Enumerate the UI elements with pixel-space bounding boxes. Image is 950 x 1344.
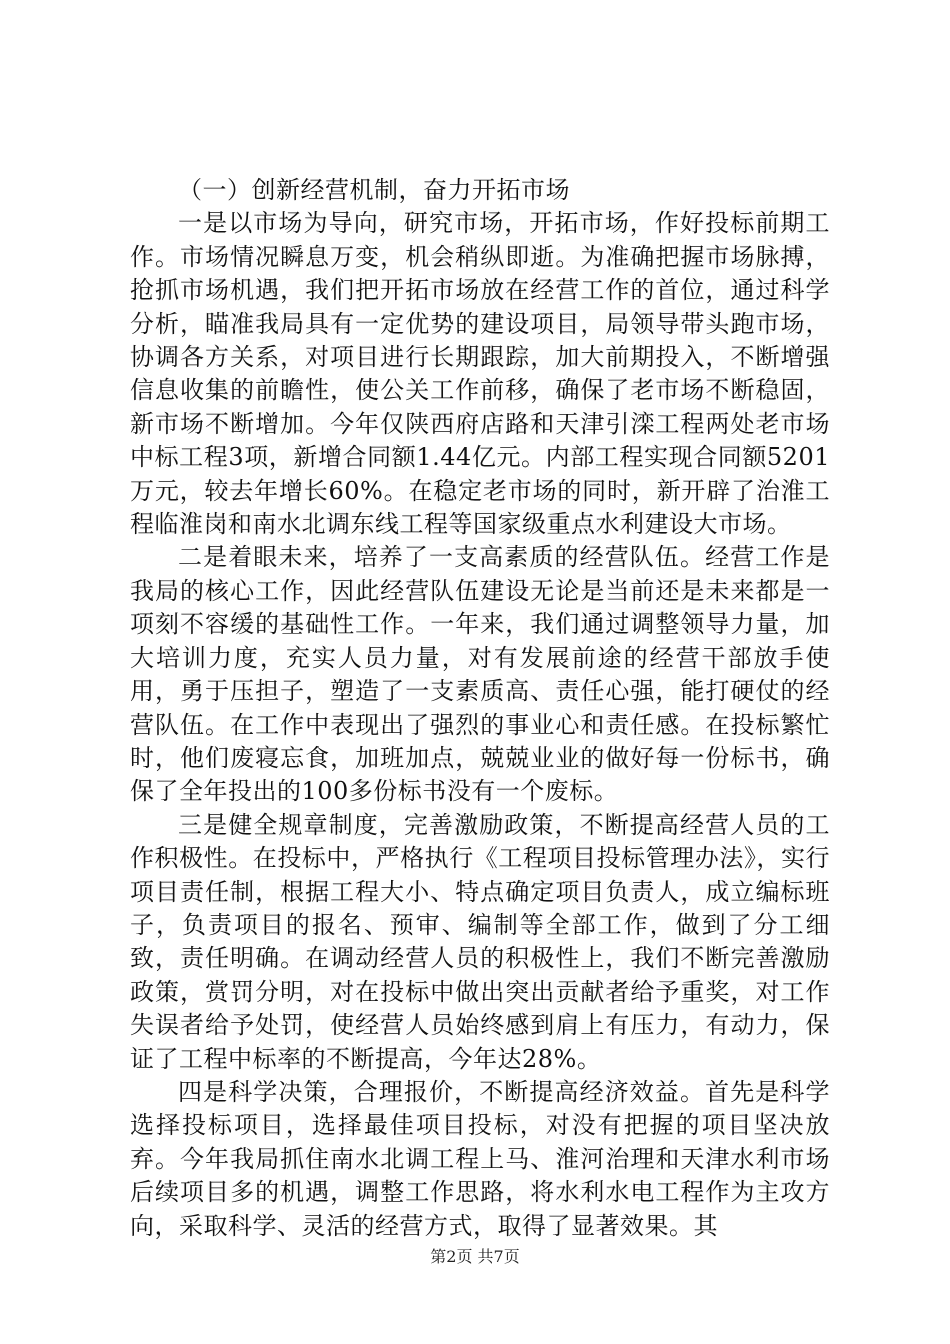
document-body — [130, 174, 830, 1243]
section-heading: （一）创新经营机制，奋力开拓市场 — [178, 176, 570, 204]
page-footer: 第2页 共7页 — [430, 1247, 520, 1266]
paragraph-1: 一是以市场为导向，研究市场，开拓市场，作好投标前期工作。市场情况瞬息万变，机会稍纵即逝。为准确把握市场脉搏，抢抓市场机遇，我们把开拓市场放在经营工作的首位，通过科学分析，瞄准我局具有一定优势的建设项目，局领导带头跑市场，协调各方关系，对项目进行长期跟踪，加大前期投入，不断增强信息收集的前瞻性，使公关工作前移，确保了老市场不断稳固，新市场不断增加。今年仅陕西府店路和天津引滦工程两处老市场中标工程3项，新增合同额1.44亿元。内部工程实现合同额5201万元，较去年增长60%。在稳定老市场的同时，新开辟了治淮工程临淮岗和南水北调东线工程等国家级重点水利建设大市场。 — [130, 209, 830, 539]
paragraph-4: 四是科学决策，合理报价，不断提高经济效益。首先是科学选择投标项目，选择最佳项目投标，对没有把握的项目坚决放弃。今年我局抓住南水北调工程上马、淮河治理和天津水利市场后续项目多的机遇，调整工作思路，将水利水电工程作为主攻方向，采取科学、灵活的经营方式，取得了显著效果。其 — [130, 1077, 830, 1240]
paragraph-2: 二是着眼未来，培养了一支高素质的经营队伍。经营工作是我局的核心工作，因此经营队伍建设无论是当前还是未来都是一项刻不容缓的基础性工作。一年来，我们通过调整领导力量，加大培训力度，充实人员力量，对有发展前途的经营干部放手使用，勇于压担子，塑造了一支素质高、责任心强，能打硬仗的经营队伍。在工作中表现出了强烈的事业心和责任感。在投标繁忙时，他们废寝忘食，加班加点，兢兢业业的做好每一份标书，确保了全年投出的100多份标书没有一个废标。 — [130, 543, 830, 806]
paragraph-3: 三是健全规章制度，完善激励政策，不断提高经营人员的工作积极性。在投标中，严格执行《工程项目投标管理办法》，实行项目责任制，根据工程大小、特点确定项目负责人，成立编标班子，负责项目的报名、预审、编制等全部工作，做到了分工细致，责任明确。在调动经营人员的积极性上，我们不断完善激励政策，赏罚分明，对在投标中做出突出贡献者给予重奖，对工作失误者给予处罚，使经营人员始终感到肩上有压力，有动力，保证了工程中标率的不断提高，今年达28%。 — [130, 810, 830, 1073]
